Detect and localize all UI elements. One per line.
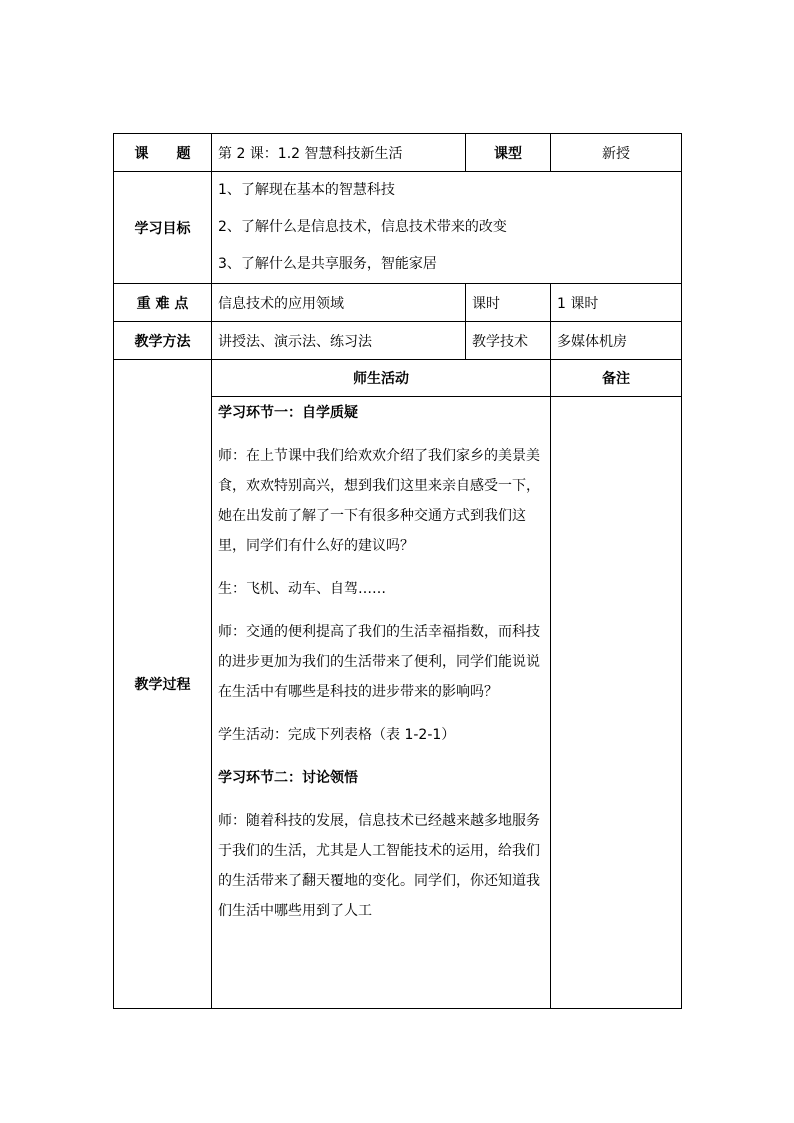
hours-label: 课时	[466, 284, 551, 322]
objectives-row	[114, 172, 682, 284]
methods-label: 教学方法	[114, 322, 212, 360]
activity-header: 师生活动	[212, 360, 551, 397]
keypoints-row	[114, 284, 682, 322]
hours-value: 1 课时	[551, 284, 682, 322]
lesson-type-value: 新授	[551, 134, 682, 172]
tech-value: 多媒体机房	[551, 322, 682, 360]
teacher-paragraph: 师：交通的便利提高了我们的生活幸福指数，而科技的进步更加为我们的生活带来了便利，同学们能说说在生活中有哪些是科技的进步带来的影响吗？	[218, 624, 540, 700]
topic-value: 第 2 课：1.2 智慧科技新生活	[212, 134, 466, 172]
lesson-type-label: 课型	[466, 134, 551, 172]
process-label: 教学过程	[114, 360, 212, 1009]
activity-paragraph: 学生活动：完成下列表格（表 1-2-1）	[218, 727, 456, 743]
notes-content	[551, 397, 682, 1009]
objective-item: 1、了解现在基本的智慧科技	[218, 182, 395, 198]
objectives-label: 学习目标	[114, 172, 212, 284]
process-header-row	[114, 360, 682, 397]
objective-item: 2、了解什么是信息技术，信息技术带来的改变	[218, 219, 507, 235]
objective-item: 3、了解什么是共享服务，智能家居	[218, 256, 437, 272]
methods-value: 讲授法、演示法、练习法	[212, 322, 466, 360]
objectives-list	[212, 172, 682, 284]
topic-label: 课 题	[114, 134, 212, 172]
section-title: 学习环节一：自学质疑	[218, 405, 358, 421]
keypoints-label: 重 难 点	[114, 284, 212, 322]
activity-content	[212, 397, 551, 1009]
section-title: 学习环节二：讨论领悟	[218, 770, 358, 786]
methods-row	[114, 322, 682, 360]
lesson-plan-table	[113, 133, 682, 1009]
teacher-paragraph: 师：在上节课中我们给欢欢介绍了我们家乡的美景美食，欢欢特别高兴，想到我们这里来亲自感受一下，她在出发前了解了一下有很多种交通方式到我们这里，同学们有什么好的建议吗？	[218, 448, 540, 554]
notes-header: 备注	[551, 360, 682, 397]
keypoints-value: 信息技术的应用领域	[212, 284, 466, 322]
teacher-paragraph: 师：随着科技的发展，信息技术已经越来越多地服务于我们的生活，尤其是人工智能技术的运用，给我们的生活带来了翻天覆地的变化。同学们，你还知道我们生活中哪些用到了人工	[218, 813, 540, 919]
student-paragraph: 生：飞机、动车、自驾……	[218, 581, 386, 597]
tech-label: 教学技术	[466, 322, 551, 360]
topic-row	[114, 134, 682, 172]
